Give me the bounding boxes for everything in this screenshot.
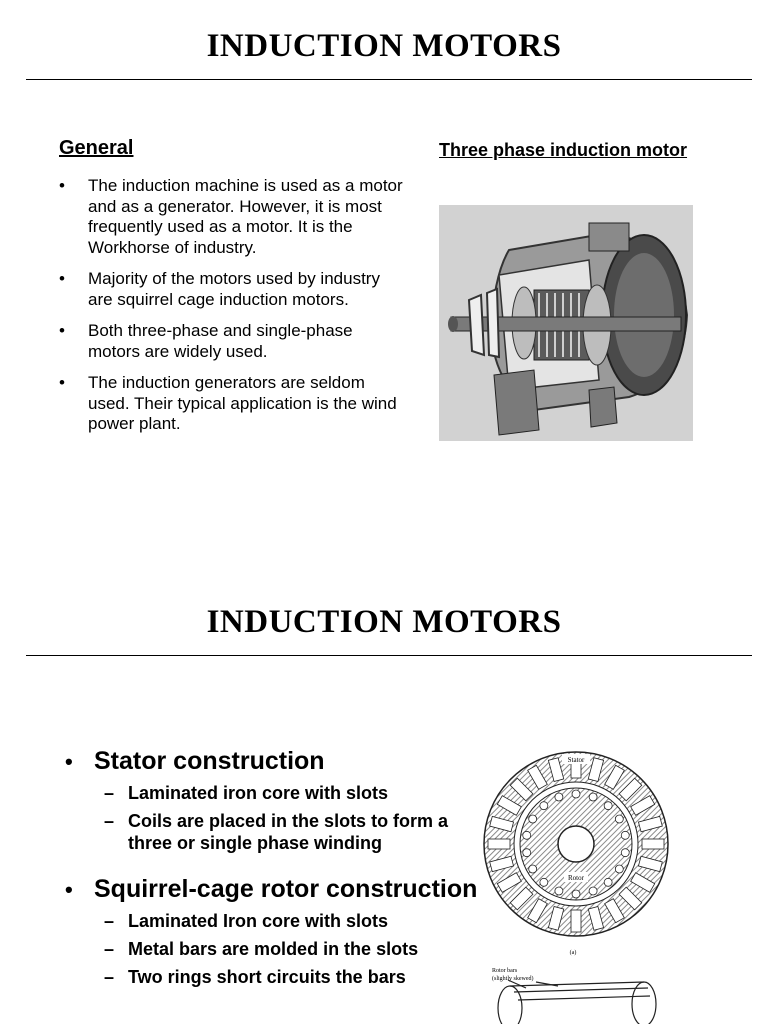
- construction-list: [59, 746, 479, 1004]
- rotor-slot: [604, 878, 612, 886]
- construction-item-stator: [59, 746, 479, 854]
- sub-item: – Two rings short circuits the bars: [94, 966, 479, 988]
- bullet-item: • Both three-phase and single-phase motors are widely used.: [59, 321, 409, 362]
- rotor-slot: [589, 887, 597, 895]
- slide-2: [0, 580, 768, 1024]
- general-bullet-list: [59, 176, 409, 446]
- general-heading: General: [59, 137, 134, 159]
- rotor-slot: [540, 878, 548, 886]
- bullet-item: • The induction machine is used as a motor and as a generator. However, it is most frequently used as a motor. It is the Workhorse of industry.: [59, 176, 409, 258]
- rotor-slot: [621, 849, 629, 857]
- sub-item: – Coils are placed in the slots to form a three or single phase winding: [94, 810, 479, 854]
- stator-label: Stator: [567, 756, 585, 764]
- rotor-slot: [572, 890, 580, 898]
- slide-title: INDUCTION MOTORS: [206, 604, 562, 640]
- title-rule: [26, 655, 752, 656]
- title-rule: [26, 79, 752, 80]
- rotor-slot: [555, 793, 563, 801]
- rotor-slot: [572, 790, 580, 798]
- bullet-item: • Majority of the motors used by industry are squirrel cage induction motors.: [59, 269, 409, 310]
- rotor-slot: [615, 865, 623, 873]
- bullet-item: • The induction generators are seldom used. Their typical application is the wind power plant.: [59, 373, 409, 435]
- stator-slot: [488, 839, 510, 849]
- item-label: • Squirrel-cage rotor construction: [94, 875, 478, 903]
- rotor-slot: [529, 815, 537, 823]
- stator-rotor-diagram: [478, 742, 678, 1024]
- motor-cutaway-photo: [439, 205, 693, 441]
- rotor-slot: [523, 849, 531, 857]
- sub-item: – Metal bars are molded in the slots: [94, 938, 479, 960]
- rotor-slot: [604, 802, 612, 810]
- image-heading: Three phase induction motor: [439, 140, 688, 160]
- rotor-bars-label: Rotor bars: [492, 968, 518, 974]
- stator-slot: [642, 839, 664, 849]
- rotor-slot: [540, 802, 548, 810]
- rotor-label: Rotor: [568, 874, 584, 882]
- rotor-slot: [621, 831, 629, 839]
- construction-item-rotor: [59, 874, 479, 988]
- rotor-slot: [589, 793, 597, 801]
- sub-item: – Laminated iron core with slots: [94, 782, 479, 804]
- rotor-slot: [555, 887, 563, 895]
- stator-slot: [571, 910, 581, 932]
- sub-item: – Laminated Iron core with slots: [94, 910, 479, 932]
- slide-title: INDUCTION MOTORS: [206, 28, 562, 64]
- sub-list: [94, 910, 479, 988]
- squirrel-cage-sketch: [498, 980, 656, 1024]
- figure-label: (a): [569, 950, 577, 956]
- rotor-bars-sublabel: (slightly skewed): [492, 976, 534, 982]
- rotor-slot: [615, 815, 623, 823]
- rotor-slot: [523, 831, 531, 839]
- sub-list: [94, 782, 479, 854]
- rotor-slot: [529, 865, 537, 873]
- item-label: • Stator construction: [94, 747, 325, 775]
